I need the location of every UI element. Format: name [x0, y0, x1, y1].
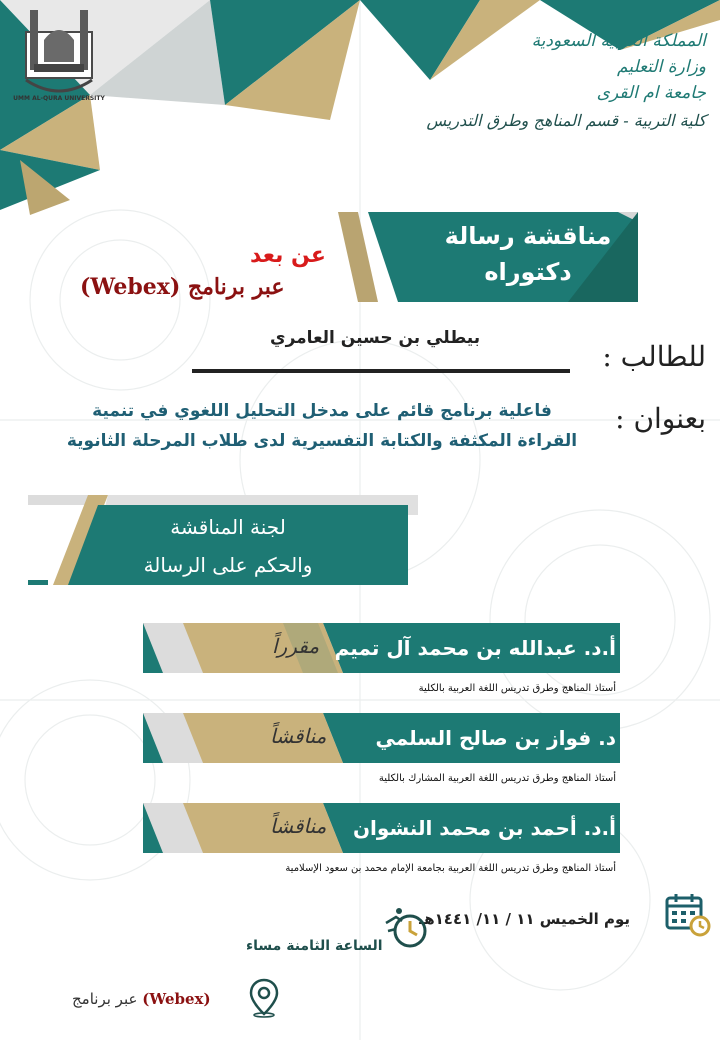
defense-time: الساعة الثامنة مساء: [246, 938, 383, 954]
member-desc-2: أستاذ المناهج وطرق تدريس اللغة العربية المشارك بالكلية: [378, 773, 616, 784]
thesis-line1: فاعلية برنامج قائم على مدخل التحليل اللغوي في تنمية: [92, 401, 552, 421]
location-text: [72, 990, 211, 1008]
ministry-name: وزارة التعليم: [617, 57, 706, 77]
thesis-line2: القراءة المكثفة والكتابة التفسيرية لدى طلاب المرحلة الثانوية: [66, 431, 578, 451]
committee-title: [98, 508, 358, 584]
committee-line2: والحكم على الرسالة: [143, 553, 313, 577]
location-app: (Webex): [142, 990, 211, 1008]
member-name-1: أ.د. عبدالله بن محمد آل تميم: [334, 636, 616, 660]
university-logo-icon: [13, 2, 105, 108]
university-name: جامعة ام القرى: [596, 83, 706, 103]
clock-icon: [384, 905, 428, 951]
country-name: المملكة العربية السعودية: [531, 31, 706, 51]
header-block: [426, 28, 706, 134]
member-desc-3: أستاذ المناهج وطرق تدريس اللغة العربية بجامعة الإمام محمد بن سعود الإسلامية: [285, 863, 616, 874]
college-name: كلية التربية - قسم المناهج وطرق التدريس: [426, 111, 706, 130]
remote-label: عن بعد: [250, 243, 326, 268]
member-desc-1: أستاذ المناهج وطرق تدريس اللغة العربية بالكلية: [418, 683, 616, 694]
member-role-3: مناقشاً: [270, 814, 327, 838]
svg-text:UMM AL-QURA UNIVERSITY: UMM AL-QURA UNIVERSITY: [13, 95, 105, 102]
title-line1: مناقشة رسالة: [444, 222, 612, 250]
remote-app: عبر برنامج (Webex): [80, 274, 285, 300]
member-role-1: مقرراً: [272, 634, 320, 658]
committee-line1: لجنة المناقشة: [170, 515, 286, 539]
thesis-label: بعنوان :: [615, 402, 706, 435]
member-role-2: مناقشاً: [270, 724, 327, 748]
member-name-2: د. فواز بن صالح السلمي: [375, 726, 616, 750]
member-name-3: أ.د. أحمد بن محمد النشوان: [352, 816, 616, 840]
student-label: للطالب :: [602, 340, 706, 373]
location-prefix: عبر برنامج: [72, 990, 138, 1008]
student-underline: [192, 369, 570, 373]
calendar-icon: [664, 890, 710, 936]
thesis-title: [42, 396, 602, 456]
title-line2: دكتوراه: [484, 258, 572, 286]
defense-date: يوم الخميس ١١ / ١١/ ١٤٤١هـ: [419, 910, 630, 928]
student-name: بيطلي بن حسين العامري: [270, 328, 481, 348]
location-pin-icon: [248, 978, 280, 1018]
